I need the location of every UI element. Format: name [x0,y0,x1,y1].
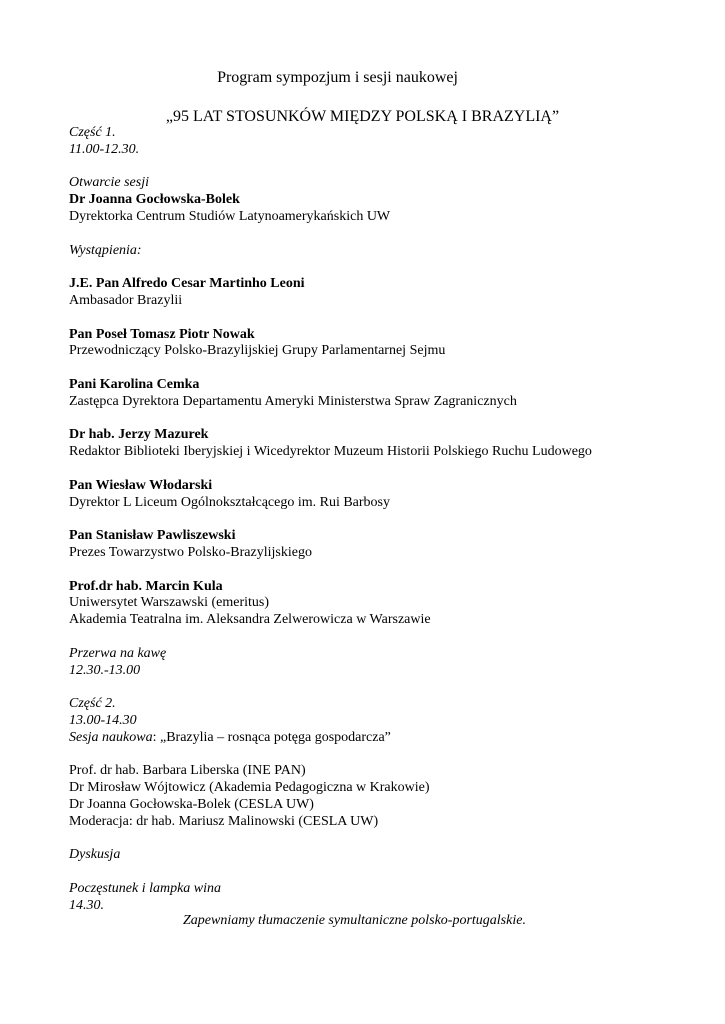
part2-time: 13.00-14.30 [69,712,137,728]
speaker-role: Dyrektor L Liceum Ogólnokształcącego im. Rui Barbosy [69,494,391,510]
speaker-role: Akademia Teatralna im. Aleksandra Zelwerowicza w Warszawie [69,612,431,628]
session-label: Sesja naukowa [69,729,153,745]
speaker-entry [69,478,709,512]
opening-label: Otwarcie sesji [69,175,149,191]
discussion-label: Dyskusja [69,847,121,863]
speaker-entry [69,528,709,562]
speaker-entry [69,427,709,461]
speaker-role: Przewodniczący Polsko-Brazylijskiej Grupy Parlamentarnej Sejmu [69,343,446,359]
break-label: Przerwa na kawę [69,645,167,661]
part1-label: Część 1. [69,125,116,140]
speeches-heading [69,243,709,260]
part2-label: Część 2. [69,696,116,712]
speaker-name: J.E. Pan Alfredo Cesar Martinho Leoni [69,276,305,292]
speaker-name: Prof.dr hab. Marcin Kula [69,578,223,594]
part1-header [69,125,709,159]
moderator: Moderacja: dr hab. Mariusz Malinowski (CESLA UW) [69,813,379,829]
opening-speaker-role: Dyrektorka Centrum Studiów Latynoamerykańskich UW [69,208,391,224]
panelist: Prof. dr hab. Barbara Liberska (INE PAN) [69,763,306,779]
reception-time: 14.30. [69,897,104,913]
translation-note: Zapewniamy tłumaczenie symultaniczne polsko-portugalskie. [183,913,526,928]
reception-label: Poczęstunek i lampka wina [69,880,222,896]
coffee-break [69,646,709,680]
speeches-label: Wystąpienia: [69,242,142,258]
opening-section [69,175,709,225]
speaker-entry [69,377,709,411]
discussion-section [69,847,709,864]
panelists-list [69,763,709,830]
panelist: Dr Joanna Gocłowska-Bolek (CESLA UW) [69,796,314,812]
reception-section [69,881,709,915]
speaker-role: Ambasador Brazylii [69,292,183,308]
speaker-entry [69,276,709,310]
symposium-title: „95 LAT STOSUNKÓW MIĘDZY POLSKĄ I BRAZYLIĄ” [165,108,560,125]
speaker-name: Pan Wiesław Włodarski [69,477,213,493]
speaker-name: Dr hab. Jerzy Mazurek [69,427,209,443]
speaker-entry [69,327,709,361]
opening-speaker-name: Dr Joanna Gocłowska-Bolek [69,192,240,208]
speaker-role: Uniwersytet Warszawski (emeritus) [69,595,269,611]
session-title: : „Brazylia – rosnąca potęga gospodarcza” [152,729,391,745]
break-time: 12.30.-13.00 [69,662,141,678]
program-content [69,125,709,931]
speaker-role: Redaktor Biblioteki Iberyjskiej i Wicedyrektor Muzeum Historii Polskiego Ruchu Ludowego [69,444,592,460]
speaker-role: Prezes Towarzystwo Polsko-Brazylijskiego [69,544,312,560]
part2-header [69,696,709,746]
speaker-name: Pan Stanisław Pawliszewski [69,528,236,544]
program-title: Program sympozjum i sesji naukowej [217,69,458,86]
speaker-name: Pani Karolina Cemka [69,376,200,392]
session-line [69,730,709,747]
speaker-name: Pan Poseł Tomasz Piotr Nowak [69,326,255,342]
speaker-role: Zastępca Dyrektora Departamentu Ameryki Ministerstwa Spraw Zagranicznych [69,393,517,409]
part1-time: 11.00-12.30. [69,141,140,157]
speaker-entry [69,579,709,629]
panelist: Dr Mirosław Wójtowicz (Akademia Pedagogiczna w Krakowie) [69,780,430,796]
